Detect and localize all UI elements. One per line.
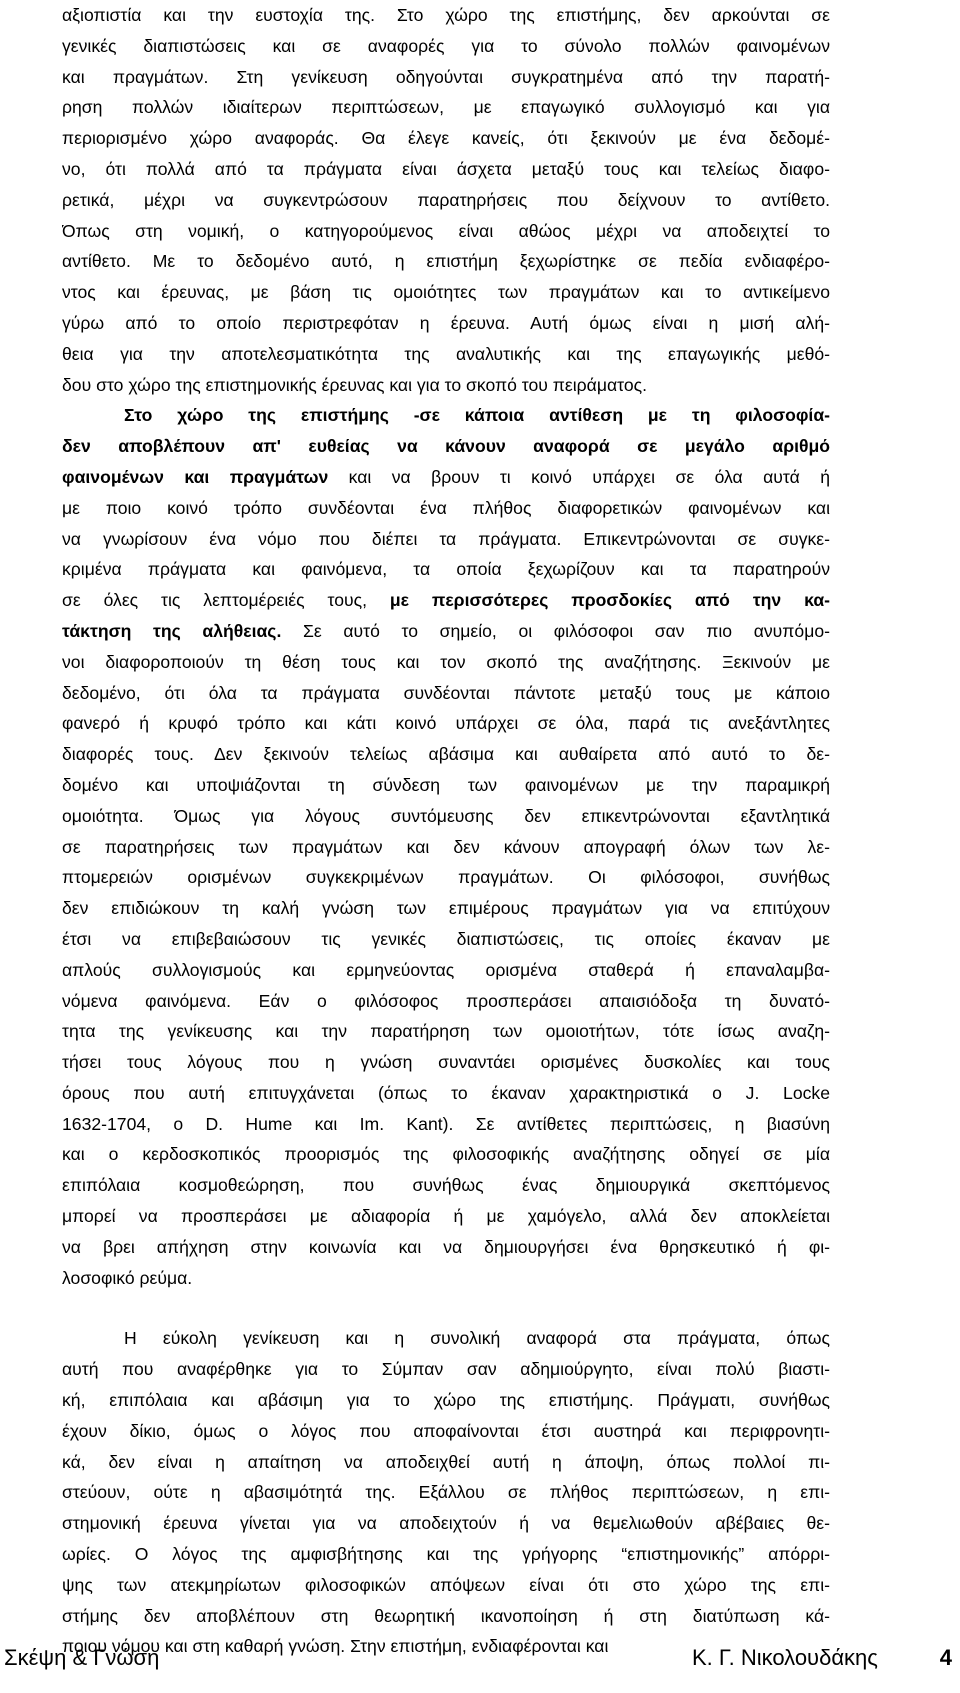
text-segment: λοσοφικό ρεύμα.	[62, 1267, 193, 1288]
text-segment: νοι διαφοροποιούν τη θέση τους και τον σκοπό της αναζήτησης. Ξεκινούν με	[62, 651, 830, 672]
text-line	[62, 462, 830, 493]
text-line	[62, 708, 830, 739]
text-line	[62, 554, 830, 585]
text-segment: νόμενα φαινόμενα. Εάν ο φιλόσοφος προσπεράσει απαισιόδοξα τη δυνατό-	[62, 990, 830, 1011]
paragraph-gap	[62, 1293, 830, 1323]
text-line: ψης των ατεκμηρίωτων φιλοσοφικών απόψεων είναι ότι στο χώρο της επι-	[62, 1574, 830, 1595]
text-segment: πτομερειών ορισμένων συγκεκριμένων πραγμάτων. Οι φιλόσοφοι, συνήθως	[62, 867, 830, 888]
footer-title: Σκέψη & Γνώση	[4, 1645, 160, 1670]
text-line: ποιου νόμου και στη καθαρή γνώση. Στην επιστήμη, ενδιαφέρονται και	[62, 1636, 609, 1657]
text-segment: να βρει απήχηση στην κοινωνία και να δημιουργήσει ένα θρησκευτικό ή φι-	[62, 1236, 830, 1257]
text-line: νο, ότι πολλά από τα πράγματα είναι άσχετα μεταξύ τους και τελείως διαφο-	[62, 158, 830, 179]
text-line: αντίθετο. Με το δεδομένο αυτό, η επιστήμη ξεχωρίστηκε σε πεδία ενδιαφέρο-	[62, 251, 830, 272]
text-line: αξιοπιστία και την ευστοχία της. Στο χώρο της επιστήμης, δεν αρκούνται σε	[62, 5, 830, 25]
text-line	[62, 739, 830, 770]
paragraph-3	[62, 1323, 830, 1662]
text-line: αυτή που αναφέρθηκε για το Σύμπαν σαν αδημιούργητο, είναι πολύ βιαστι-	[62, 1359, 830, 1380]
text-line	[62, 431, 830, 462]
text-segment: διαφορές τους. Δεν ξεκινούν τελείως αβάσιμα και αυθαίρετα από αυτό το δε-	[62, 744, 830, 765]
text-line	[62, 801, 830, 832]
text-segment: φανερό ή κρυφό τρόπο και κάτι κοινό υπάρχει σε όλα, παρά τις ανεξάντλητες	[62, 713, 830, 734]
footer-author: Κ. Γ. Νικολουδάκης	[692, 1645, 878, 1670]
text-segment: τητα της γενίκευσης και την παρατήρηση των ομοιοτήτων, τότε ίσως αναζη-	[62, 1021, 830, 1042]
text-segment: να γνωρίσουν ένα νόμο που διέπει τα πράγματα. Επικεντρώνονται σε συγκε-	[62, 528, 830, 549]
text-line	[62, 585, 830, 616]
text-segment: κριμένα πράγματα και φαινόμενα, τα οποία ξεχωρίζουν και τα παρατηρούν	[62, 559, 830, 580]
document-body	[62, 0, 830, 1662]
text-line	[62, 400, 830, 431]
text-segment: απλούς συλλογισμούς και ερμηνεύοντας ορισμένα σταθερά ή επαναλαμβα-	[62, 959, 830, 980]
text-line	[62, 678, 830, 709]
page-footer	[0, 1638, 960, 1678]
text-segment: και να βρουν τι κοινό υπάρχει σε όλα αυτά ή	[328, 466, 830, 487]
text-line	[62, 1201, 830, 1232]
page-number: 4	[939, 1645, 952, 1670]
text-segment: τήσει τους λόγους που η γνώση συναντάει ορισμένες δυσκολίες και τους	[62, 1052, 830, 1073]
text-segment: 1632-1704, ο D. Hume και Im. Kant). Σε αντίθετες περιπτώσεις, η βιασύνη	[62, 1113, 830, 1134]
text-line	[62, 832, 830, 863]
text-line	[62, 647, 830, 678]
bold-text: τάκτηση της αλήθειας.	[62, 620, 282, 641]
text-segment: έτσι να επιβεβαιώσουν τις γενικές διαπιστώσεις, τις οποίες έκαναν με	[62, 928, 830, 949]
text-line	[62, 524, 830, 555]
bold-text: με περισσότερες προσδοκίες από την κα-	[389, 590, 830, 611]
bold-text: Στο χώρο της επιστήμης -σε κάποια αντίθεση με τη φιλοσοφία-	[124, 405, 830, 426]
text-segment: όρους που αυτή επιτυγχάνεται (όπως το έκαναν χαρακτηριστικά ο J. Locke	[62, 1082, 830, 1103]
text-line	[62, 986, 830, 1017]
text-line	[62, 616, 830, 647]
text-line: ωρίες. Ο λόγος της αμφισβήτησης και της γρήγορης “επιστημονικής” απόρρι-	[62, 1544, 830, 1565]
text-segment: δομένο και υποψιάζονται τη σύνδεση των φαινομένων με την παραμικρή	[62, 774, 830, 795]
text-segment: ομοιότητα. Όμως για λόγους συντόμευσης δεν επικεντρώνονται εξαντλητικά	[62, 805, 830, 826]
text-line	[62, 1139, 830, 1170]
text-line: και πραγμάτων. Στη γενίκευση οδηγούνται συγκρατημένα από την παρατή-	[62, 66, 830, 87]
text-line: Η εύκολη γενίκευση και η συνολική αναφορά στα πράγματα, όπως	[124, 1328, 830, 1349]
text-segment: επιπόλαια κοσμοθεώρηση, που συνήθως ένας δημιουργικά σκεπτόμενος	[62, 1175, 830, 1196]
text-line: θεια για την αποτελεσματικότητα της αναλυτικής και της επαγωγικής μεθό-	[62, 343, 830, 364]
text-line: Όπως στη νομική, ο κατηγορούμενος είναι αθώος μέχρι να αποδειχτεί το	[62, 220, 830, 241]
text-line	[62, 1016, 830, 1047]
text-line	[62, 924, 830, 955]
text-line	[62, 893, 830, 924]
text-segment: δεν επιδιώκουν τη καλή γνώση των επιμέρους πραγμάτων για να επιτύχουν	[62, 898, 830, 919]
text-line: γενικές διαπιστώσεις και σε αναφορές για το σύνολο πολλών φαινομένων	[62, 35, 830, 56]
text-line: ντος και έρευνας, με βάση τις ομοιότητες των πραγμάτων και το αντικείμενο	[62, 282, 830, 303]
text-segment: δεδομένο, ότι όλα τα πράγματα συνδέονται πάντοτε μεταξύ τους με κάποιο	[62, 682, 830, 703]
text-line	[62, 770, 830, 801]
text-line	[62, 1170, 830, 1201]
text-line: ρετικά, μέχρι να συγκεντρώσουν παρατηρήσεις που δείχνουν το αντίθετο.	[62, 189, 830, 210]
text-segment: με ποιο κοινό τρόπο συνδέονται ένα πλήθος διαφορετικών φαινομένων και	[62, 497, 830, 518]
paragraph-1	[62, 0, 830, 400]
text-line	[62, 493, 830, 524]
text-line: στεύουν, ούτε η αβασιμότητά της. Εξάλλου σε πλήθος περιπτώσεων, η επι-	[62, 1482, 830, 1503]
text-line	[62, 1263, 830, 1294]
text-line: στήμης δεν αποβλέπουν στη θεωρητική ικανοποίηση ή στη διατύπωση κά-	[62, 1605, 830, 1626]
text-line: κή, επιπόλαια και αβάσιμη για το χώρο της επιστήμης. Πράγματι, συνήθως	[62, 1390, 830, 1411]
text-line	[62, 1109, 830, 1140]
text-segment: Σε αυτό το σημείο, οι φιλόσοφοι σαν πιο ανυπόμο-	[281, 620, 830, 641]
paragraph-2	[62, 400, 830, 1293]
bold-text: δεν αποβλέπουν απ' ευθείας να κάνουν αναφορά σε μεγάλο αριθμό	[62, 436, 830, 457]
text-segment: σε παρατηρήσεις των πραγμάτων και δεν κάνουν απογραφή όλων των λε-	[62, 836, 830, 857]
text-line	[62, 1232, 830, 1263]
text-line: γύρω από το οποίο περιστρεφόταν η έρευνα. Αυτή όμως είναι η μισή αλή-	[62, 312, 830, 333]
text-segment: μπορεί να προσπεράσει με αδιαφορία ή με χαμόγελο, αλλά δεν αποκλείεται	[62, 1206, 830, 1227]
text-segment: σε όλες τις λεπτομέρειές τους,	[62, 590, 390, 611]
text-line	[62, 1047, 830, 1078]
text-line: κά, δεν είναι η απαίτηση να αποδειχθεί αυτή η άποψη, όπως πολλοί πι-	[62, 1451, 830, 1472]
text-line	[62, 955, 830, 986]
text-line: περιορισμένο χώρο αναφοράς. Θα έλεγε κανείς, ότι ξεκινούν με ένα δεδομέ-	[62, 128, 830, 149]
text-segment: και ο κερδοσκοπικός προορισμός της φιλοσοφικής αναζήτησης οδηγεί σε μία	[62, 1144, 830, 1165]
text-line: έχουν δίκιο, όμως ο λόγος που αποφαίνονται έτσι αυστηρά και περιφρονητι-	[62, 1420, 830, 1441]
text-line: ρηση πολλών ιδιαίτερων περιπτώσεων, με επαγωγικό συλλογισμό και για	[62, 97, 830, 118]
text-line: στημονική έρευνα γίνεται για να αποδειχτούν ή να θεμελιωθούν αβέβαιες θε-	[62, 1513, 830, 1534]
text-line: δου στο χώρο της επιστημονικής έρευνας και για το σκοπό του πειράματος.	[62, 374, 648, 395]
text-line	[62, 1078, 830, 1109]
text-line	[62, 862, 830, 893]
bold-text: φαινομένων και πραγμάτων	[62, 466, 329, 487]
